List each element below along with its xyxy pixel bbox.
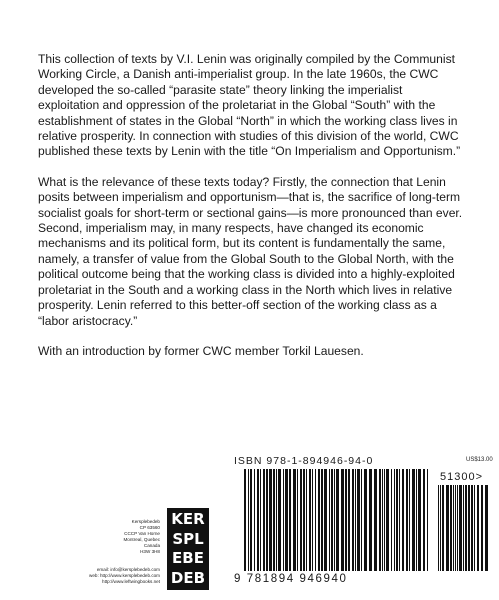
barcode-bar bbox=[329, 469, 330, 571]
contact-web: web: http://www.kersplebedeb.com bbox=[89, 572, 160, 578]
barcode-bar bbox=[257, 469, 259, 571]
barcode-bar bbox=[396, 469, 398, 571]
logo-line: SPL bbox=[172, 529, 204, 548]
barcode-bar bbox=[386, 469, 389, 571]
isbn-barcode bbox=[234, 455, 493, 585]
barcode-bar bbox=[269, 469, 272, 571]
barcode-bar bbox=[465, 485, 467, 571]
publisher-name: Kersplebedeb bbox=[131, 519, 160, 524]
barcode-bar bbox=[278, 469, 281, 571]
barcode-bar bbox=[315, 469, 316, 571]
contact-web-2: http://www.leftwingbooks.net bbox=[102, 578, 160, 584]
barcode-bar bbox=[289, 469, 291, 571]
barcode-bar bbox=[438, 485, 439, 571]
barcode-bar bbox=[481, 485, 483, 571]
barcode-bar bbox=[364, 469, 367, 571]
barcode-bar bbox=[355, 469, 356, 571]
barcode-bar bbox=[324, 469, 327, 571]
barcode-bar bbox=[384, 469, 385, 571]
barcode-bar bbox=[459, 485, 462, 571]
barcode-bar bbox=[485, 485, 488, 571]
barcode-bar bbox=[300, 469, 302, 571]
blurb-paragraph-1: This collection of texts by V.I. Lenin was originally compiled by the Communist Working Circle, a Danish anti-imperialist group. In the late 1960s, the CWC developed the so-called “parasite state” theory linking the imperialist exploitation and oppression of the proletariat in the Global “South” with the establishment of states in the Global “North” in which the working class lives in relative prosperity. In connection with studies of this division of the world, CWC published these texts by Lenin with the title “On Imperialism and Opportunism.” bbox=[38, 52, 461, 159]
barcode-bar bbox=[379, 469, 381, 571]
barcode-bar bbox=[450, 485, 452, 571]
blurb-paragraph-3: With an introduction by former CWC member Torkil Lauesen. bbox=[38, 343, 364, 358]
barcode-bar bbox=[391, 469, 392, 571]
barcode-bar bbox=[297, 469, 298, 571]
barcode-bar bbox=[423, 469, 425, 571]
barcode-bar bbox=[254, 469, 255, 571]
isbn-number: ISBN 978-1-894946-94-0 bbox=[234, 455, 374, 467]
barcode-bar bbox=[341, 469, 344, 571]
barcode-bar bbox=[446, 485, 449, 571]
address-line: CP 63560 bbox=[139, 525, 160, 530]
barcode-bar bbox=[283, 469, 284, 571]
address-line: Canada bbox=[143, 543, 160, 548]
logo-line: KER bbox=[171, 510, 205, 528]
price-label: US$13.00 bbox=[466, 457, 493, 463]
barcode-bar bbox=[409, 469, 410, 571]
publisher-contact bbox=[40, 567, 160, 584]
barcode-bar bbox=[412, 469, 415, 571]
barcode-bars bbox=[234, 455, 489, 585]
barcode-bar bbox=[334, 469, 335, 571]
barcode-bar bbox=[345, 469, 347, 571]
logo-line: DEB bbox=[170, 568, 206, 587]
address-line: H3W 3H8 bbox=[140, 549, 160, 554]
barcode-bar bbox=[318, 469, 320, 571]
barcode-bar bbox=[474, 485, 475, 571]
barcode-bar bbox=[336, 469, 339, 571]
contact-email: email: info@kersplebedeb.com bbox=[96, 567, 160, 572]
barcode-bar bbox=[399, 469, 400, 571]
barcode-bar bbox=[248, 469, 249, 571]
barcode-bar bbox=[266, 469, 268, 571]
barcode-bar bbox=[303, 469, 305, 571]
barcode-bar bbox=[321, 469, 323, 571]
barcode-bar bbox=[440, 485, 441, 571]
barcode-bar bbox=[273, 469, 275, 571]
barcode-bar bbox=[357, 469, 360, 571]
barcode-bar bbox=[276, 469, 277, 571]
barcode-bar bbox=[442, 485, 444, 571]
barcode-bar bbox=[293, 469, 296, 571]
barcode-bar bbox=[463, 485, 464, 571]
barcode-bar bbox=[348, 469, 350, 571]
publisher-address bbox=[96, 519, 160, 555]
barcode-bar bbox=[369, 469, 372, 571]
barcode-bar bbox=[374, 469, 377, 571]
barcode-bar bbox=[394, 469, 395, 571]
ean-digits: 9 781894 946940 bbox=[234, 573, 348, 585]
blurb-paragraph-2: What is the relevance of these texts today? Firstly, the connection that Lenin posits between imperialism and opportunism—that is, the sacrifice of long-term socialist goals for short-term or sectional gains—is more pronounced than ever. Second, imperialism may, in many respects, have changed its economic mechanisms and its political form, but its content is fundamentally the same, namely, a transfer of value from the Global South to the Global North, with the political outcome being that the working class is divided into a highly-exploited proletariat in the South and a working class in the North which lives in relative prosperity. Lenin referred to this better-off section of the working class as a “labor aristocracy.” bbox=[38, 174, 463, 328]
blurb-text bbox=[38, 52, 466, 374]
barcode-bar bbox=[402, 469, 404, 571]
barcode-bar bbox=[331, 469, 333, 571]
barcode-bar bbox=[418, 469, 421, 571]
logo-line: EBE bbox=[172, 549, 204, 568]
barcode-bar bbox=[309, 469, 311, 571]
kersplebedeb-logo bbox=[167, 508, 209, 590]
barcode-bar bbox=[263, 469, 265, 571]
barcode-bar bbox=[382, 469, 383, 571]
barcode-bar bbox=[361, 469, 362, 571]
barcode-bar bbox=[244, 469, 246, 571]
address-line: CCCP Van Horne bbox=[124, 531, 160, 536]
barcode-bar bbox=[471, 485, 473, 571]
barcode-bar bbox=[352, 469, 354, 571]
barcode-bar bbox=[468, 485, 470, 571]
barcode-bar bbox=[477, 485, 479, 571]
address-line: Montreal, Quebec bbox=[123, 537, 160, 542]
barcode-bar bbox=[250, 469, 252, 571]
barcode-bar bbox=[457, 485, 458, 571]
barcode-bar bbox=[306, 469, 307, 571]
barcode-bar bbox=[285, 469, 288, 571]
barcode-bar bbox=[312, 469, 313, 571]
barcode-bar bbox=[406, 469, 408, 571]
barcode-bar bbox=[453, 485, 454, 571]
barcode-bar bbox=[260, 469, 261, 571]
barcode-bar bbox=[455, 485, 456, 571]
barcode-bar bbox=[416, 469, 417, 571]
addon-number: 51300> bbox=[440, 471, 484, 483]
barcode-bar bbox=[427, 469, 428, 571]
